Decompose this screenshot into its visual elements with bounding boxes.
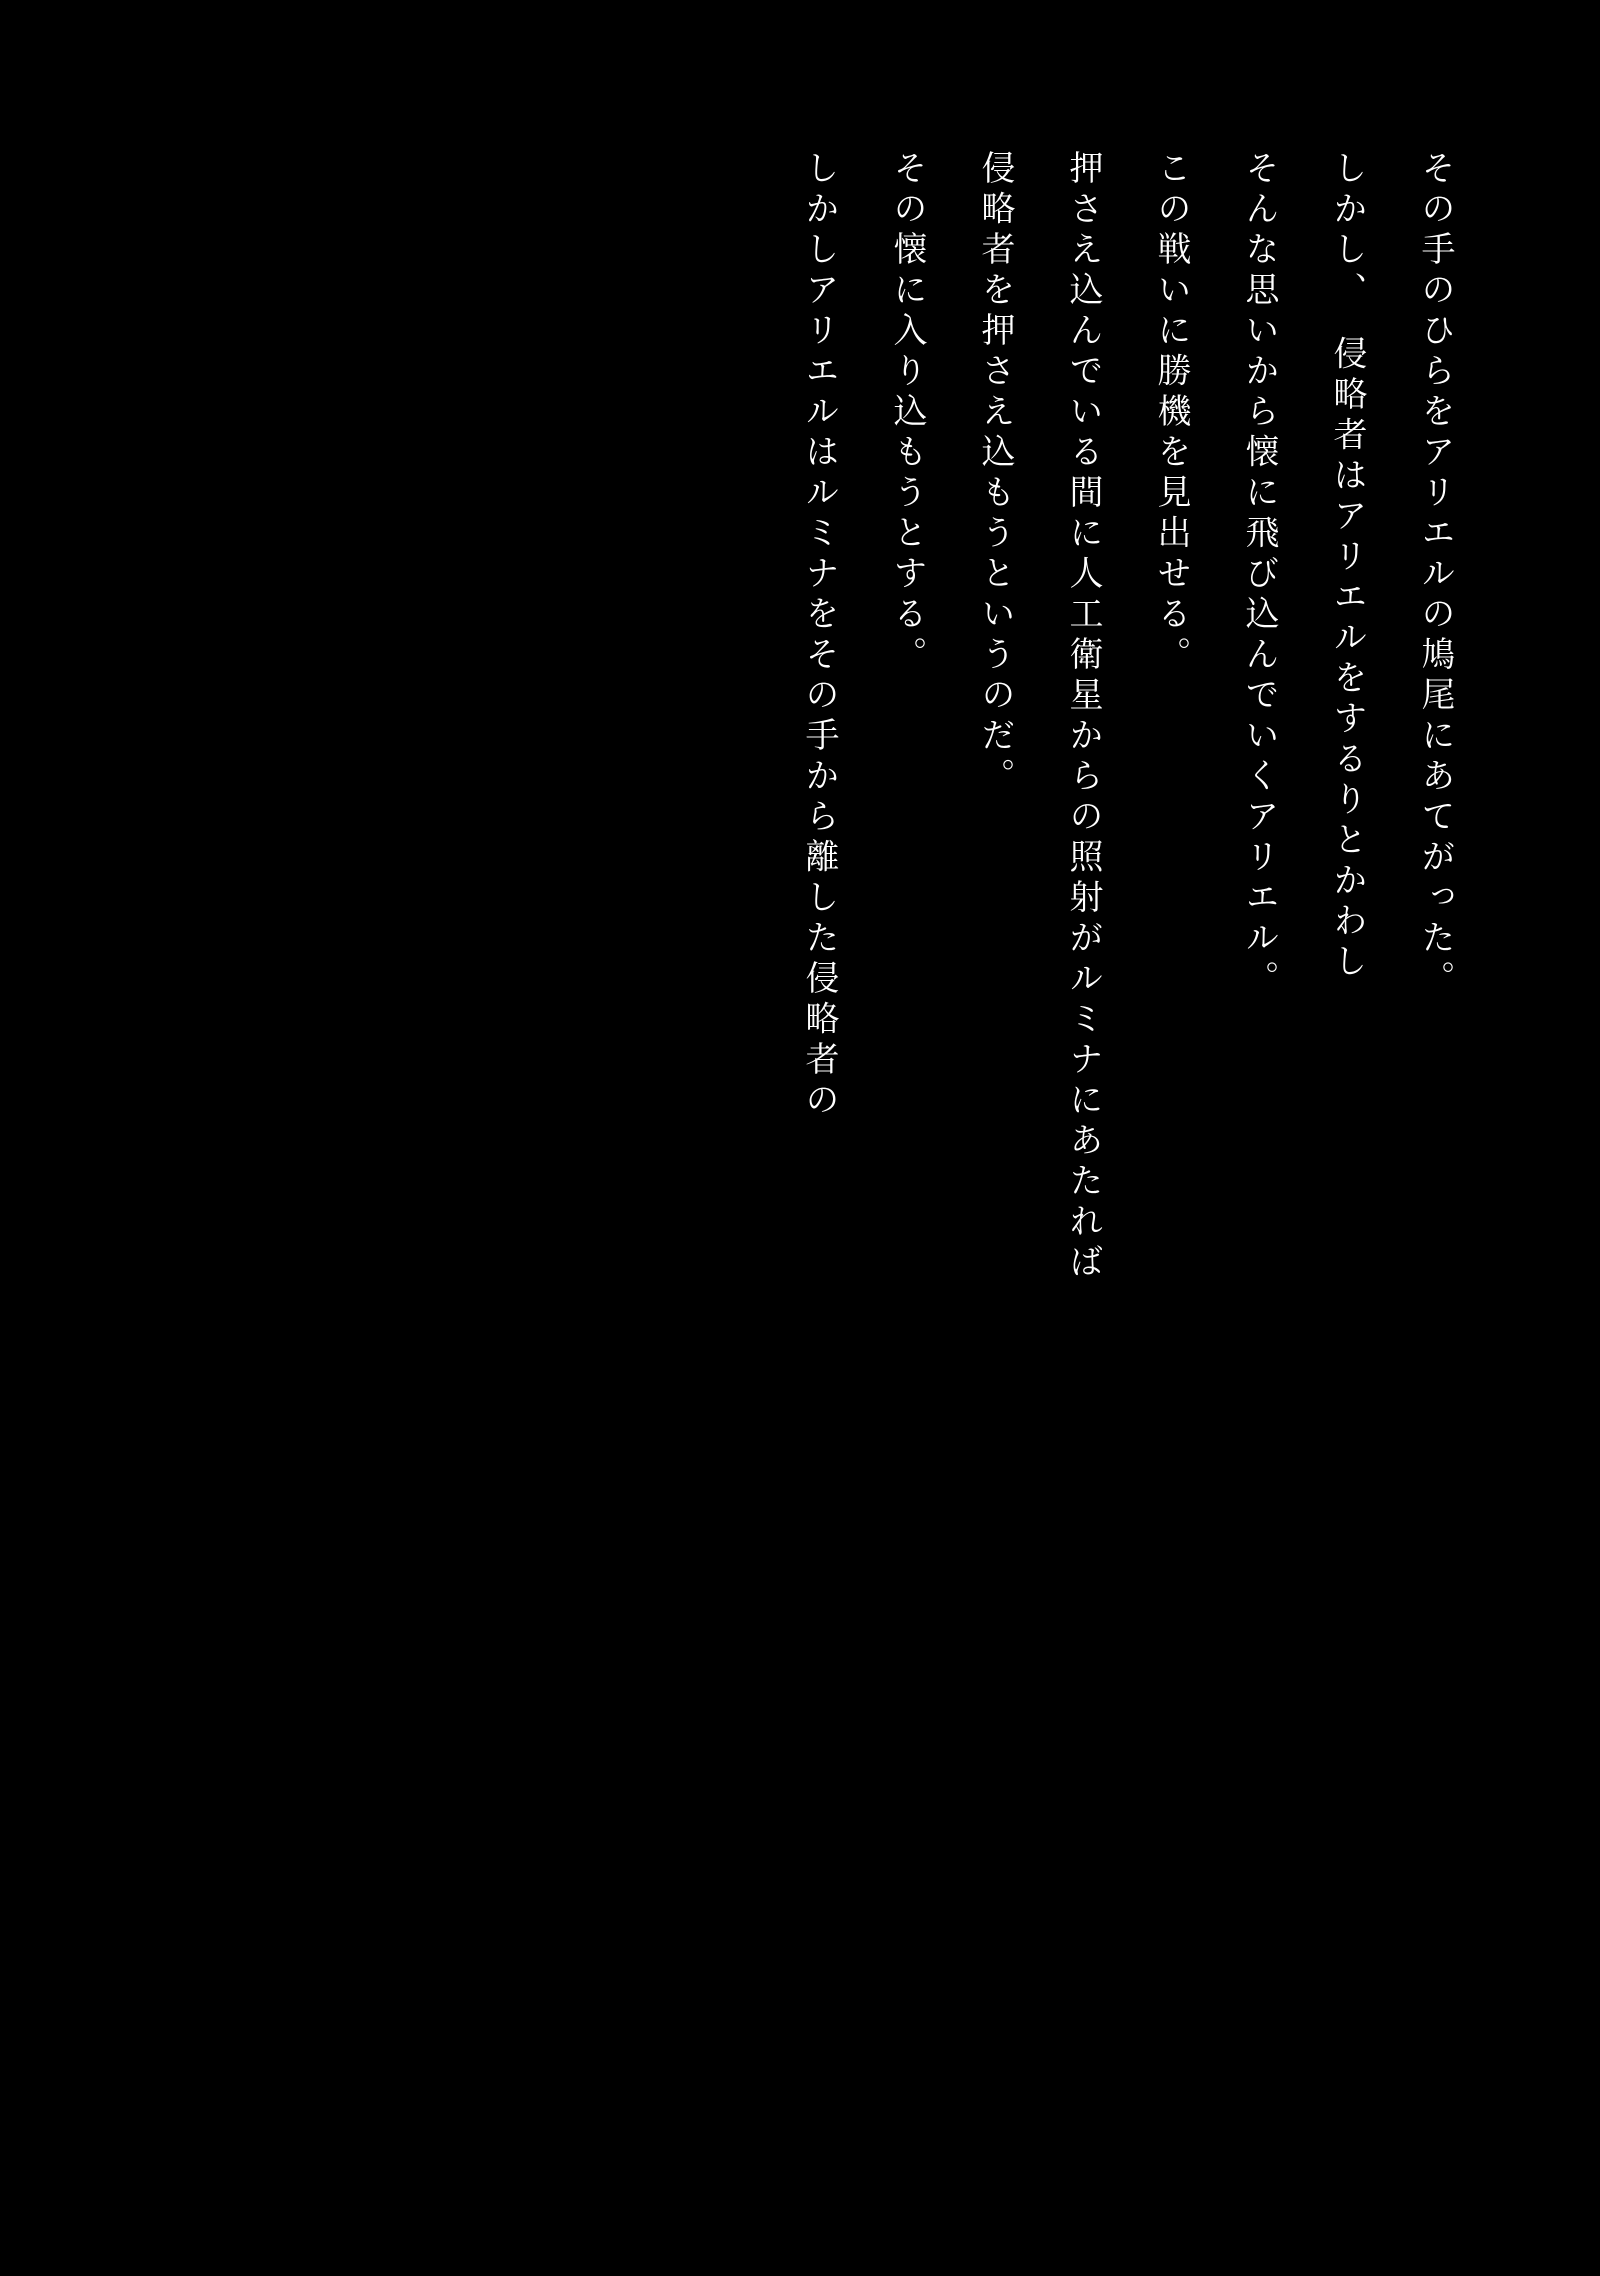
narration-line: その手のひらをアリエルの鳩尾にあてがった。 — [1415, 150, 1455, 1001]
narration-line: この戦いに勝機を見出せる。 — [1151, 150, 1191, 677]
narration-line: 押さえ込んでいる間に人工衛星からの照射がルミナにあたれば — [1063, 150, 1103, 1284]
narration-line: そんな思いから懐に飛び込んでいくアリエル。 — [1239, 150, 1279, 1001]
narration-text-block — [799, 150, 1455, 1460]
narration-line: 侵略者を押さえ込もうというのだ。 — [975, 150, 1015, 798]
narration-line: しかしアリエルはルミナをその手から離した侵略者の — [799, 150, 839, 1122]
narration-line: その懐に入り込もうとする。 — [887, 150, 927, 677]
narration-line: しかし、 侵略者はアリエルをするりとかわし — [1327, 150, 1367, 984]
